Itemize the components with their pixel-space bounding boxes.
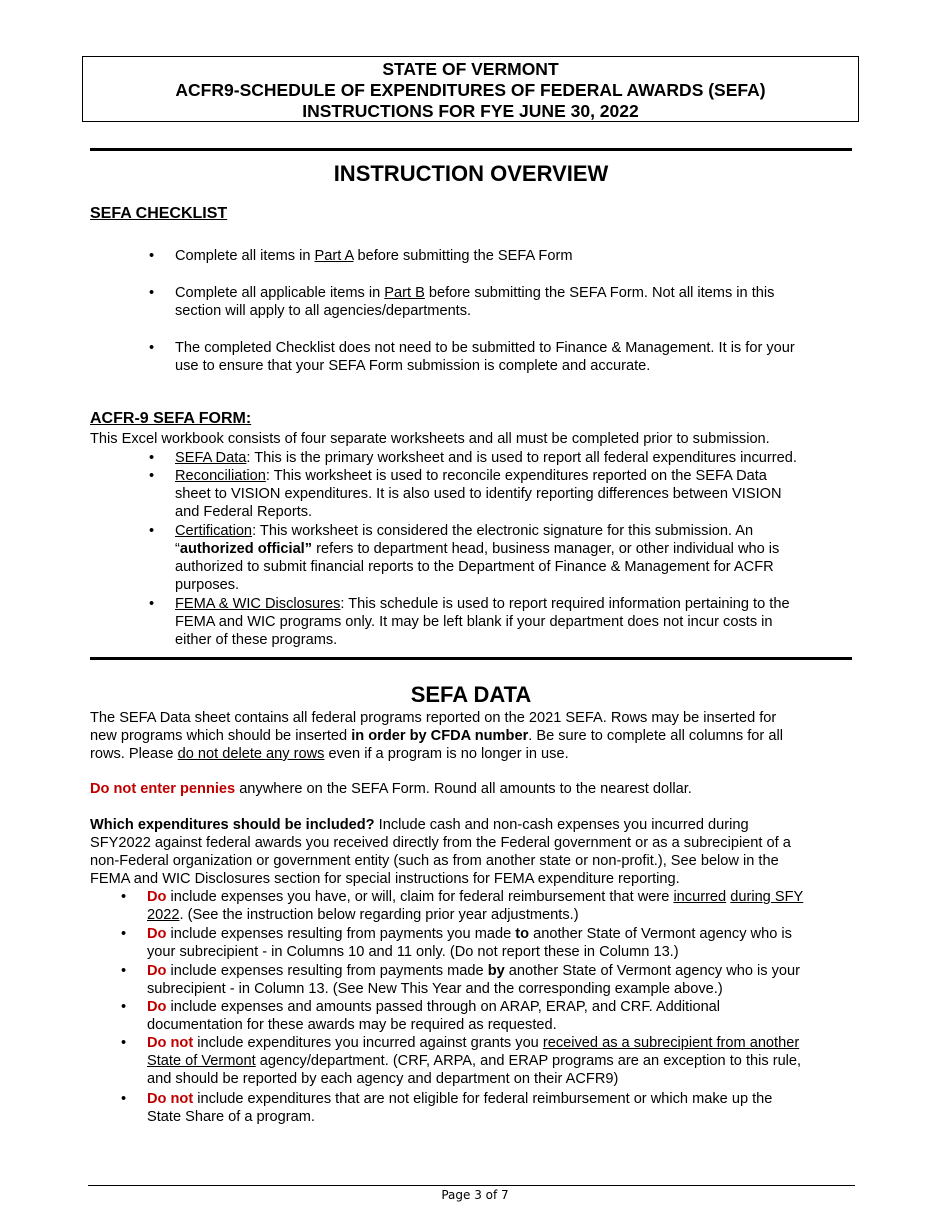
exclude-item: • Do not include expenditures that are not eligible for federal reimbursement or which make up the State Share of a program. [121,1091,773,1125]
page-number: Page 3 of 7 [441,1188,509,1202]
exclude-item: • Do not include expenditures you incurred against grants you received as a subrecipient from another State of Vermont agency/department. (CRF, ARPA, and ERAP programs are an exception to this rule, and should be reported by each agency and department on their ACFR9) [121,1035,802,1087]
form-item-sefa-data: • SEFA Data: This is the primary worksheet and is used to report all federal expenditures incurred. [149,450,797,466]
include-item: • Do include expenses resulting from payments made by another State of Vermont agency who is your subrecipient - in Column 13. (See New This Year and the corresponding example above.) [121,963,801,997]
part-a-link: Part A [314,248,354,264]
form-item-fema-wic: • FEMA & WIC Disclosures: This schedule is used to report required information pertaining to the FEMA and WIC programs only. It may be left blank if your department does not incur costs in either of these programs. [149,596,790,648]
checklist-item: • The completed Checklist does not need to be submitted to Finance & Management. It is for your use to ensure that your SEFA Form submission is complete and accurate. [149,340,795,374]
checklist-item: • Complete all applicable items in Part B before submitting the SEFA Form. Not all items in this section will apply to all agencies/departments. [149,285,775,319]
part-b-link: Part B [384,285,425,301]
section-divider [90,148,852,151]
footer-divider [88,1185,855,1186]
checklist-heading: SEFA CHECKLIST [90,205,228,222]
form-item-certification: • Certification: This worksheet is considered the electronic signature for this submission. An “authorized official” refers to department head, business manager, or other individual who is authorized to submit financial reports to the Department of Finance & Management for ACFR purposes. [149,523,780,593]
section-divider [90,657,852,660]
sefa-data-pennies-note: Do not enter pennies anywhere on the SEFA Form. Round all amounts to the nearest dollar. [90,781,692,797]
section-title-sefa-data: SEFA DATA [410,682,532,707]
sefa-data-paragraph-3: Which expenditures should be included? Include cash and non-cash expenses you incurred during SFY2022 against federal awards you received directly from the Federal government or as a subrecipient of a non-Federal organization or government entity (such as from another state or non-profit.), See below in the FEMA and WIC Disclosures section for special instructions for FEMA expenditure reporting. [90,817,791,887]
header-line-1: STATE OF VERMONT [382,59,559,79]
section-title-overview: INSTRUCTION OVERVIEW [333,161,609,186]
form-heading: ACFR-9 SEFA FORM: [90,410,252,427]
header-line-2: ACFR9-SCHEDULE OF EXPENDITURES OF FEDERAL AWARDS (SEFA) [175,80,766,100]
form-item-reconciliation: • Reconciliation: This worksheet is used to reconcile expenditures reported on the SEFA Data sheet to VISION expenditures. It is also used to identify reporting differences between VISION and Federal Reports. [149,468,782,520]
include-item: • Do include expenses and amounts passed through on ARAP, ERAP, and CRF. Additional documentation for these awards may be required as requested. [121,999,721,1033]
form-intro: This Excel workbook consists of four separate worksheets and all must be completed prior to submission. [90,431,770,447]
include-item: • Do include expenses resulting from payments you made to another State of Vermont agency who is your subrecipient - in Columns 10 and 11 only. (Do not report these in Column 13.) [121,926,792,960]
header-line-3: INSTRUCTIONS FOR FYE JUNE 30, 2022 [302,101,639,121]
sefa-data-paragraph-1: The SEFA Data sheet contains all federal programs reported on the 2021 SEFA. Rows may be inserted for new programs which should be inserted in order by CFDA number. Be sure to complete all columns for all rows. Please do not delete any rows even if a program is no longer in use. [90,710,783,762]
include-item: • Do include expenses you have, or will, claim for federal reimbursement that were incurred during SFY 2022. (See the instruction below regarding prior year adjustments.) [121,889,804,923]
checklist-item: • Complete all items in Part A before submitting the SEFA Form [149,248,573,264]
document-header [82,56,859,122]
